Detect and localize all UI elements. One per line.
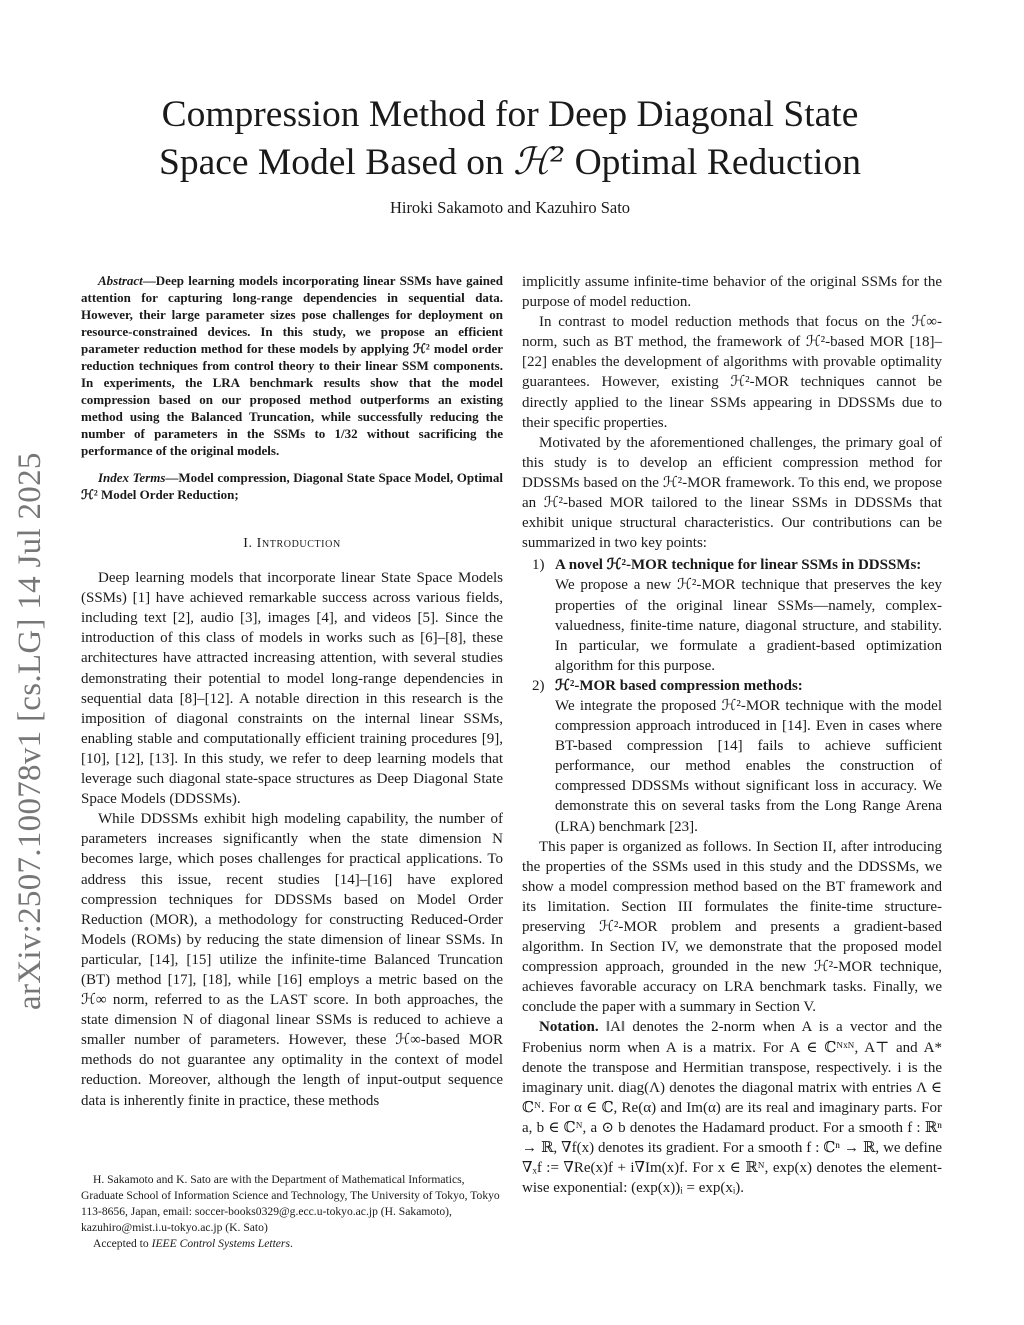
right-paragraph-continuation: implicitly assume infinite-time behavior of the original SSMs for the purpose of model reduction. <box>522 274 942 311</box>
section-heading-introduction: I. Introduction <box>243 536 341 551</box>
abstract <box>81 272 503 459</box>
notation-lead: Notation. <box>539 1019 599 1036</box>
intro-paragraph-1: Deep learning models that incorporate linear State Space Models (SSMs) [1] have achieved remarkable success across various fields, including text [2], audio [3], images [4], and videos [5]. Since the introduction of this class of models in works such as [6]–[8], these architectures have attracted increasing attention, with several studies demonstrating their potential to model long-range dependencies in sequential data [8]–[12]. A notable direction in this research is the imposition of diagonal constraints on the internal linear SSMs, enabling stable and computationally efficient training procedures [9], [10], [12], [13]. In this study, we refer to deep learning models that leverage such diagonal state-space structures as Deep Diagonal State Space Models (DDSSMs). <box>81 570 503 808</box>
accepted-venue: IEEE Control Systems Letters <box>151 1237 290 1250</box>
list-item-title: A novel ℋ²-MOR technique for linear SSMs in DDSSMs: <box>555 557 922 574</box>
list-item-number: 2) <box>532 677 545 694</box>
list-item <box>522 676 942 837</box>
contributions-list <box>522 555 942 836</box>
paper-title <box>100 92 920 186</box>
index-terms <box>81 469 503 503</box>
right-paragraph-organization: This paper is organized as follows. In Section II, after introducing the properties of the SSMs used in this study and the DDSSMs, we show a model compression method based on the BT framework and its limitation. Section III formulates the finite-time structure-preserving ℋ²-MOR problem and presents a gradient-based algorithm. In Section IV, we demonstrate that the proposed model compression approach, grounded in the new ℋ²-MOR technique, achieves favorable accuracy on LRA benchmark tasks. Finally, we conclude the paper with a summary in Section V. <box>522 838 942 1016</box>
intro-paragraph-2: While DDSSMs exhibit high modeling capability, the number of parameters increases significantly when the state dimension N becomes large, which poses challenges for practical applications. To address this issue, recent studies [14]–[16] have explored compression techniques for DDSSMs based on Model Order Reduction (MOR), a methodology for constructing Reduced-Order Models (ROMs) by reducing the state dimension of linear SSMs. In particular, [14], [15] utilize the infinite-time Balanced Truncation (BT) method [17], [18], while [16] employs a metric based on the ℋ∞ norm, referred to as the LAST score. In both approaches, the state dimension N of diagonal linear SSMs is reduced to achieve a smaller number of parameters. However, these ℋ∞-based MOR methods do not guarantee any optimality in the context of model reduction. Moreover, although the length of input-output sequence data is inherently finite in practice, these methods <box>81 811 503 1109</box>
notation-text: ‖A‖ denotes the 2-norm when A is a vector and the Frobenius norm when A is a matrix. For A ∈ ℂᴺˣᴺ, A⊤ and A* denote the transpose and Hermitian transpose, respectively. i is the imaginary unit. diag(Λ) denotes the diagonal matrix with entries Λ ∈ ℂᴺ. For α ∈ ℂ, Re(α) and Im(α) are its real and imaginary parts. For a, b ∈ ℂᴺ, a ⊙ b denotes the Hadamard product. For a smooth f : ℝⁿ → ℝ, ∇f(x) denotes its gradient. For a smooth f : ℂⁿ → ℝ, we define ∇ₓf := ∇Re(x)f + i∇Im(x)f. For x ∈ ℝᴺ, exp(x) denotes the element-wise exponential: (exp(x))ᵢ = exp(xᵢ). <box>522 1019 942 1197</box>
list-item-body: We integrate the proposed ℋ²-MOR technique with the model compression approach introduced in [14]. Even in cases where BT-based compression [14] fails to achieve sufficient performance, our method enables the construction of compressed DDSSMs without significant loss in accuracy. We demonstrate this on several tasks from the Long Range Arena (LRA) benchmark [23]. <box>555 697 942 835</box>
list-item-number: 1) <box>532 557 545 574</box>
list-item-title: ℋ²-MOR based compression methods: <box>555 677 803 694</box>
index-terms-lead: Index Terms <box>98 470 166 485</box>
arxiv-identifier-stamp[interactable]: arXiv:2507.10078v1 [cs.LG] 14 Jul 2025 <box>12 452 48 1010</box>
title-line-1: Compression Method for Deep Diagonal State <box>161 94 859 135</box>
title-line-2-start: Space Model Based on <box>159 142 514 183</box>
accepted-prefix: Accepted to <box>93 1237 152 1250</box>
notation-paragraph <box>522 1017 942 1198</box>
right-paragraph-h2-framework: In contrast to model reduction methods that focus on the ℋ∞-norm, such as BT method, the framework of ℋ²-based MOR [18]–[22] enables the development of algorithms with provable optimality guarantees. However, existing ℋ²-MOR techniques cannot be directly applied to the linear SSMs appearing in DDSSMs due to their specific properties. <box>522 314 942 431</box>
index-terms-text: —Model compression, Diagonal State Space Model, Optimal ℋ² Model Order Reduction; <box>81 470 503 502</box>
list-item-body: We propose a new ℋ²-MOR technique that preserves the key properties of the original linear SSMs—namely, complex-valuedness, finite-time nature, diagonal structure, and stability. In particular, we formulate a gradient-based optimization algorithm for this purpose. <box>555 577 942 674</box>
abstract-lead: Abstract <box>98 273 143 288</box>
title-h2-symbol: ℋ² <box>513 139 566 183</box>
footnote <box>81 1172 503 1252</box>
left-column <box>81 272 503 1111</box>
footnote-accepted <box>81 1236 503 1252</box>
right-paragraph-motivation: Motivated by the aforementioned challenges, the primary goal of this study is to develop an efficient compression method for DDSSMs based on the ℋ²-MOR framework. To this end, we propose an ℋ²-based MOR tailored to the linear SSMs in DDSSMs that exhibit unique structural characteristics. Our contributions can be summarized in two key points: <box>522 434 942 552</box>
author-list: Hiroki Sakamoto and Kazuhiro Sato <box>389 198 631 217</box>
abstract-text: —Deep learning models incorporating linear SSMs have gained attention for capturing long-range dependencies in sequential data. However, their large parameter sizes pose challenges for deployment on resource-constrained devices. In this study, we propose an efficient parameter reduction method for these models by applying ℋ² model order reduction techniques from control theory to their linear SSM components. In experiments, the LRA benchmark results show that the model compression based on our proposed method outperforms an existing method using the Balanced Truncation, while successfully reducing the number of parameters in the SSMs to 1/32 without sacrificing the performance of the original models. <box>81 273 503 458</box>
accepted-suffix: . <box>289 1237 293 1250</box>
title-line-2-end: Optimal Reduction <box>565 142 861 183</box>
footnote-affiliation: H. Sakamoto and K. Sato are with the Department of Mathematical Informatics, Graduate School of Information Science and Technology, The University of Tokyo, Tokyo 113-8656, Japan, email: soccer-books0329@g.ecc.u-tokyo.ac.jp (H. Sakamoto), kazuhiro@mist.i.u-tokyo.ac.jp (K. Sato) <box>81 1173 500 1234</box>
list-item <box>522 555 942 676</box>
right-column <box>522 272 942 1198</box>
